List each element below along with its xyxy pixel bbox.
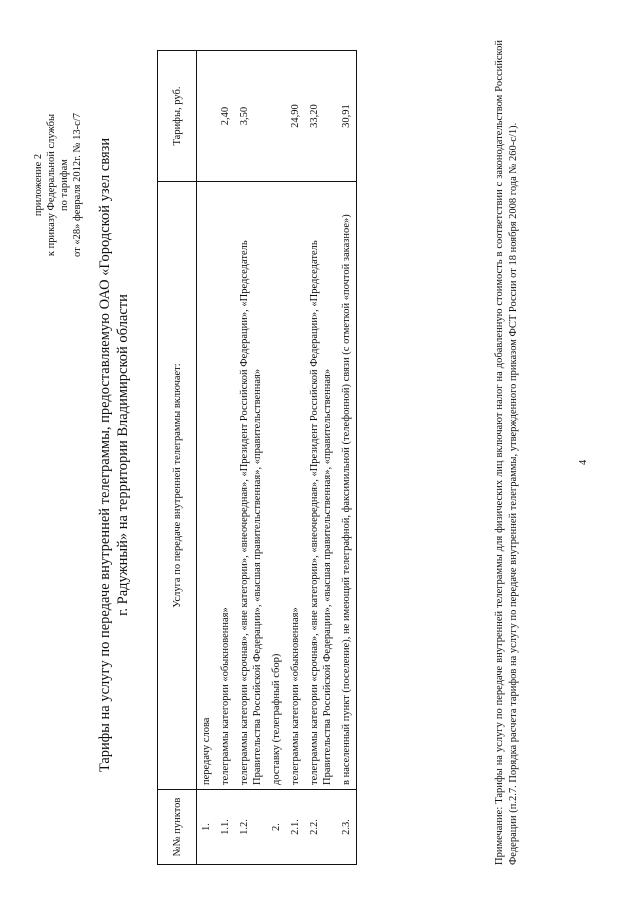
row-price: 3,50 [235, 51, 267, 182]
row-service: телеграммы категории «обыкновенная» [216, 182, 235, 790]
table-row [216, 51, 235, 865]
table-row [235, 51, 267, 865]
row-price: 33,20 [305, 51, 337, 182]
row-number: 1.1. [216, 790, 235, 865]
row-service: телеграммы категории «срочная», «вне категории», «внеочередная», «Президент Российской Федерации», «Председатель Правительства Российской Федерации», «высшая правительственная», «правительственная» [235, 182, 267, 790]
appendix-line: от «28» февраля 2012г. № 13-с/7 [72, 113, 83, 257]
table-row [267, 51, 286, 865]
row-number: 2.3. [337, 790, 357, 865]
page-number: 4 [578, 459, 589, 465]
row-price [267, 51, 286, 182]
row-service: в населенный пункт (поселение), не имеющий телеграфной, факсимильной (телефонной) связи (с отметкой «почтой заказное») [337, 182, 357, 790]
page-title [96, 35, 132, 875]
table-row [286, 51, 305, 865]
row-price: 2,40 [216, 51, 235, 182]
row-number: 1.2. [235, 790, 267, 865]
row-number: 2. [267, 790, 286, 865]
row-number: 2.2. [305, 790, 337, 865]
row-service: телеграммы категории «срочная», «вне категории», «внеочередная», «Президент Российской Федерации», «Председатель Правительства Российской Федерации», «высшая правительственная», «правительственная» [305, 182, 337, 790]
appendix-block [32, 85, 84, 285]
header-price: Тарифы, руб. [158, 51, 197, 182]
header-service: Услуга по передаче внутренней телеграммы включает: [158, 182, 197, 790]
table-header-row [158, 51, 197, 865]
header-number: №№ пунктов [158, 790, 197, 865]
appendix-line: к приказу Федеральной службы [46, 113, 57, 257]
row-number: 2.1. [286, 790, 305, 865]
appendix-line: по тарифам [59, 159, 70, 211]
row-service: доставку (телеграфный сбор) [267, 182, 286, 790]
footnote: Примечание: Тарифы на услугу по передаче внутренней телеграммы для физических лиц включают налог на добавленную стоимость в соответствии с законодательством Российской Федерации (п.2.7. Порядка расчета тарифов на услугу по передаче внутренней телеграммы, утвержденного приказом ФСТ России от 18 ноября 2008 года № 260-с/1). [494, 40, 519, 865]
row-service: телеграммы категории «обыкновенная» [286, 182, 305, 790]
row-number: 1. [197, 790, 217, 865]
row-price [197, 51, 217, 182]
title-line: г. Радужный» на территории Владимирской области [115, 294, 131, 616]
row-service: передачу слова [197, 182, 217, 790]
table-row [337, 51, 357, 865]
table-row [305, 51, 337, 865]
row-price: 30,91 [337, 51, 357, 182]
tariff-table [157, 50, 357, 865]
appendix-line: приложение 2 [33, 153, 44, 217]
table-row [197, 51, 217, 865]
title-line: Тарифы на услугу по передаче внутренней телеграммы, предоставляемую ОАО «Городской узел связи [97, 137, 113, 773]
row-price: 24,90 [286, 51, 305, 182]
